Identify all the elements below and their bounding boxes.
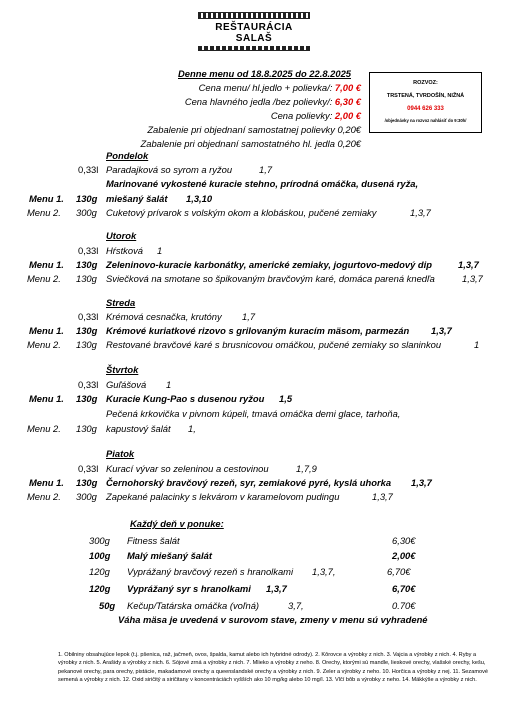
daily-offer-title: Každý deň v ponuke: bbox=[130, 518, 224, 529]
menu-allergens: 1 bbox=[474, 339, 480, 350]
daily-item: Fitness šalát bbox=[127, 535, 180, 546]
soup-qty: 0,33l bbox=[78, 245, 99, 256]
price-value: 2,00 € bbox=[334, 110, 361, 121]
packaging-main: Zabalenie pri objednaní samostatného hl. jedla 0,20€ bbox=[140, 138, 361, 149]
daily-qty: 120g bbox=[89, 583, 111, 594]
menu-qty: 130g bbox=[76, 393, 98, 404]
day-heading: Pondelok bbox=[106, 150, 149, 161]
menu-allergens: 1,3,10 bbox=[186, 193, 213, 204]
menu-qty: 130g bbox=[76, 259, 98, 270]
logo-ornament-bottom bbox=[198, 46, 310, 51]
logo-ornament-top bbox=[198, 12, 310, 19]
daily-allergens: 1,3,7, bbox=[312, 566, 336, 577]
soup-name: Krémová cesnačka, krutóny bbox=[106, 311, 222, 322]
menu-allergens: 1,3,7 bbox=[411, 477, 432, 488]
daily-item: Kečup/Tatárska omáčka (voľná) bbox=[127, 600, 260, 611]
menu-text: Sviečková na smotane so špikovaným bravčovým karé, domáca parená knedľa bbox=[106, 273, 435, 284]
daily-qty: 120g bbox=[89, 566, 110, 577]
allergen-footnote: 1. Obilniny obsahujúce lepok (t.j. pšenica, raž, jačmeň, ovos, špalda, kamut alebo ich hybridné odrody). 2. Kôrovce a výrobky z nich. 3. Vajcia a výrobky z nich. 4. Ryby a výrobky z nich. 5. Arašidy a výrobky z nich. 6. Sójové zrná a výrobky z nich. 7. Mlieko a výrobky z neho. 8. Orechy, ktorými sú mandle, lieskové orechy, vlašské orechy, kešu, pekanové orechy, para orechy, pistácie, makadamové orechy a queenslandské orechy a výrobky z nich. 9. Zeler a výrobky z neho. 10. Horčica a výrobky z nej. 11. Sezamové semená a výrobky z nich. 12. Oxid siričitý a siričitany v koncentráciách vyšších ako 10 mg/kg alebo 10 mg/l. 13. Vlčí bôb a výrobky z neho. 14. Mäkkýše a výrobky z nich. bbox=[58, 652, 489, 684]
menu-allergens: 1,3,7 bbox=[372, 491, 393, 502]
menu-qty: 300g bbox=[76, 207, 97, 218]
soup-allergens: 1 bbox=[157, 245, 163, 256]
menu-qty: 130g bbox=[76, 273, 97, 284]
menu-label: Menu 1. bbox=[29, 477, 64, 488]
restaurant-name: REŠTAURÁCIA SALAŠ bbox=[215, 22, 293, 44]
day-heading: Piatok bbox=[106, 448, 135, 459]
daily-price: 6,70€ bbox=[392, 583, 416, 594]
soup-qty: 0,33l bbox=[78, 379, 99, 390]
price-value: 7,00 € bbox=[334, 82, 361, 93]
menu-label: Menu 1. bbox=[29, 193, 64, 204]
menu-qty: 130g bbox=[76, 325, 98, 336]
price-main bbox=[185, 96, 361, 107]
menu-label: Menu 2. bbox=[27, 423, 61, 434]
menu-text: Marinované vykostené kuracie stehno, prírodná omáčka, dusená ryža, bbox=[106, 178, 419, 189]
daily-allergens: 3,7, bbox=[288, 600, 304, 611]
menu-qty: 130g bbox=[76, 423, 97, 434]
menu-label: Menu 2. bbox=[27, 273, 61, 284]
menu-allergens: 1,3,7 bbox=[410, 207, 431, 218]
soup-allergens: 1,7,9 bbox=[296, 463, 317, 474]
menu-qty: 130g bbox=[76, 339, 97, 350]
menu-allergens: 1,3,7 bbox=[458, 259, 479, 270]
price-label: Cena menu/ hl.jedlo + polievka/: bbox=[198, 82, 333, 93]
menu-text: Kuracie Kung-Pao s dusenou ryžou bbox=[106, 393, 265, 404]
soup-name: Paradajková so syrom a ryžou bbox=[106, 164, 233, 175]
daily-item: Vyprážaný syr s hranolkami bbox=[127, 583, 251, 594]
delivery-phone: 0944 626 333 bbox=[407, 106, 444, 112]
price-soup bbox=[271, 110, 361, 121]
daily-qty: 300g bbox=[89, 535, 110, 546]
menu-text: Pečená krkovička v pivnom kúpeli, tmavá omáčka demi glace, tarhoňa, bbox=[106, 408, 401, 419]
menu-qty: 300g bbox=[76, 491, 97, 502]
menu-allergens: 1, bbox=[188, 423, 196, 434]
daily-allergens: 1,3,7 bbox=[266, 583, 287, 594]
menu-qty: 130g bbox=[76, 193, 98, 204]
price-label: Cena hlavného jedla /bez polievky/: bbox=[184, 96, 333, 107]
menu-text: Zeleninovo-kuracie karbonátky, americké zemiaky, jogurtovo-medový dip bbox=[106, 259, 432, 270]
menu-text: Krémové kuriatkové rizovo s grilovaným kuracím mäsom, parmezán bbox=[106, 325, 410, 336]
daily-qty: 100g bbox=[89, 550, 111, 561]
menu-label: Menu 2. bbox=[27, 339, 61, 350]
price-menu bbox=[199, 82, 361, 93]
menu-text: Zapekané palacinky s lekvárom v karamelovom pudingu bbox=[106, 491, 340, 502]
day-heading: Streda bbox=[106, 297, 136, 308]
day-heading: Štvrtok bbox=[106, 364, 139, 375]
daily-item: Vyprážaný bravčový rezeň s hranolkami bbox=[127, 566, 294, 577]
restaurant-logo bbox=[198, 12, 310, 46]
delivery-note: /objednávky na rozvoz nahlásiť do 9:30h/ bbox=[384, 118, 467, 123]
menu-text: Černohorský bravčový rezeň, syr, zemiakové pyré, kyslá uhorka bbox=[106, 477, 392, 488]
daily-price: 2,00€ bbox=[392, 550, 416, 561]
soup-qty: 0,33l bbox=[78, 164, 99, 175]
menu-allergens: 1,3,7 bbox=[462, 273, 483, 284]
packaging-soup: Zabalenie pri objednaní samostatnej polievky 0,20€ bbox=[147, 124, 361, 135]
soup-name: Guľášová bbox=[106, 379, 147, 390]
daily-qty: 50g bbox=[99, 600, 116, 611]
menu-label: Menu 1. bbox=[29, 393, 64, 404]
menu-label: Menu 2. bbox=[27, 207, 61, 218]
price-label: Cena polievky: bbox=[270, 110, 333, 121]
daily-price: 6,30€ bbox=[392, 535, 416, 546]
menu-title: Denne menu od 18.8.2025 do 22.8.2025 bbox=[178, 68, 351, 79]
menu-label: Menu 2. bbox=[27, 491, 61, 502]
delivery-title: ROZVOZ: bbox=[413, 80, 438, 86]
price-value: 6,30 € bbox=[334, 96, 361, 107]
menu-label: Menu 1. bbox=[29, 325, 64, 336]
menu-text: miešaný šalát bbox=[106, 193, 168, 204]
menu-text: Restované bravčové karé s brusnicovou omáčkou, pučené zemiaky so slaninkou bbox=[106, 339, 442, 350]
daily-price: 0.70€ bbox=[392, 600, 416, 611]
soup-name: Kurací vývar so zeleninou a cestovinou bbox=[106, 463, 269, 474]
menu-allergens: 1,5 bbox=[279, 393, 293, 404]
soup-allergens: 1 bbox=[166, 379, 172, 390]
soup-allergens: 1,7 bbox=[259, 164, 273, 175]
daily-item: Malý miešaný šalát bbox=[127, 550, 212, 561]
menu-label: Menu 1. bbox=[29, 259, 64, 270]
soup-qty: 0,33l bbox=[78, 311, 99, 322]
delivery-towns: TRSTENÁ, TVRDOŠÍN, NIŽNÁ bbox=[386, 93, 465, 99]
soup-name: Hŕstková bbox=[106, 245, 143, 256]
menu-qty: 130g bbox=[76, 477, 98, 488]
soup-qty: 0,33l bbox=[78, 463, 99, 474]
menu-text: kapustový šalát bbox=[106, 423, 171, 434]
menu-allergens: 1,3,7 bbox=[431, 325, 452, 336]
weight-note: Váha mäsa je uvedená v surovom stave, zmeny v menu sú vyhradené bbox=[118, 614, 428, 625]
delivery-box bbox=[369, 72, 482, 133]
menu-text: Cuketový prívarok s volským okom a klobáskou, pučené zemiaky bbox=[106, 207, 377, 218]
daily-price: 6,70€ bbox=[387, 566, 411, 577]
soup-allergens: 1,7 bbox=[242, 311, 256, 322]
day-heading: Utorok bbox=[106, 230, 137, 241]
